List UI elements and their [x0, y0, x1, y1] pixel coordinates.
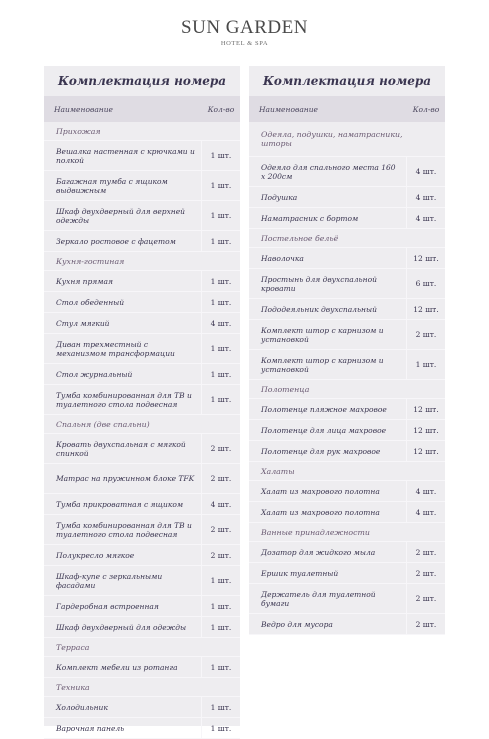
- item-quantity: 1 шт.: [201, 141, 240, 170]
- table-row: [44, 566, 240, 596]
- item-quantity: 12 шт.: [406, 441, 445, 461]
- section-title: Халаты: [261, 466, 295, 476]
- column-name-header: Наименование: [54, 104, 114, 114]
- table-row: [249, 187, 445, 208]
- table-row: [249, 350, 445, 380]
- item-quantity: 1 шт.: [201, 566, 240, 595]
- item-quantity: 2 шт.: [406, 320, 445, 349]
- section-title: Прихожая: [56, 126, 101, 136]
- item-quantity: 1 шт.: [201, 697, 240, 717]
- column-name-header: Наименование: [259, 104, 319, 114]
- section-title: Постельное бельё: [261, 233, 339, 243]
- table-row: [44, 515, 240, 545]
- item-name: Стул мягкий: [56, 318, 110, 328]
- section-title: Полотенца: [261, 384, 310, 394]
- item-quantity: 1 шт.: [406, 350, 445, 379]
- logo-name: SUN GARDEN: [181, 17, 308, 38]
- item-name: Полукресло мягкое: [56, 550, 135, 560]
- section-header: [44, 415, 240, 434]
- table-row: [249, 614, 445, 635]
- item-quantity: 1 шт.: [201, 334, 240, 363]
- table-row: [44, 718, 240, 739]
- table-row: [44, 364, 240, 385]
- item-name: Полотенце для рук махровое: [261, 446, 381, 456]
- item-name: Пододеяльник двухспальный: [261, 304, 377, 314]
- item-quantity: 1 шт.: [201, 201, 240, 230]
- section-title: Одеяла, подушки, наматрасники, шторы: [261, 130, 403, 148]
- section-header: [44, 678, 240, 697]
- item-name: Зеркало ростовое с фацетом: [56, 236, 176, 246]
- table-header: [249, 96, 445, 122]
- item-quantity: 1 шт.: [201, 231, 240, 251]
- table-row: [249, 584, 445, 614]
- item-quantity: 12 шт.: [406, 420, 445, 440]
- table-row: [44, 434, 240, 464]
- item-name: Диван трехместный с механизмом трансформации: [56, 339, 175, 358]
- item-name: Наматрасник с бортом: [261, 213, 359, 223]
- section-title: Ванные принадлежности: [261, 527, 370, 537]
- item-quantity: 2 шт.: [406, 614, 445, 634]
- item-quantity: 4 шт.: [201, 494, 240, 514]
- item-name: Халат из махрового полотна: [261, 507, 380, 517]
- table-row: [44, 545, 240, 566]
- table-row: [249, 563, 445, 584]
- item-quantity: 2 шт.: [201, 545, 240, 565]
- item-quantity: 12 шт.: [406, 248, 445, 268]
- table-row: [44, 385, 240, 415]
- item-quantity: 4 шт.: [406, 208, 445, 228]
- item-quantity: 1 шт.: [201, 292, 240, 312]
- table-row: [44, 657, 240, 678]
- item-name: Комплект мебели из ротанга: [56, 662, 178, 672]
- table-row: [44, 313, 240, 334]
- section-header: [249, 380, 445, 399]
- table-row: [44, 617, 240, 638]
- item-quantity: 4 шт.: [406, 187, 445, 207]
- table-row: [249, 441, 445, 462]
- table-row: [44, 201, 240, 231]
- table-row: [44, 231, 240, 252]
- item-name: Полотенце пляжное махровое: [261, 404, 387, 414]
- item-quantity: 1 шт.: [201, 385, 240, 414]
- item-quantity: 4 шт.: [406, 481, 445, 501]
- section-title: Спальня (две спальни): [56, 419, 150, 429]
- item-quantity: 1 шт.: [201, 617, 240, 637]
- item-name: Гардеробная встроенная: [56, 601, 159, 611]
- table-row: [44, 292, 240, 313]
- item-name: Тумба комбинированная для ТВ и туалетного стола подвесная: [56, 520, 192, 539]
- item-name: Комплект штор с карнизом и установкой: [261, 325, 384, 344]
- table-row: [249, 299, 445, 320]
- item-name: Стол обеденный: [56, 297, 125, 307]
- table-row: [249, 399, 445, 420]
- table-title: Комплектация номера: [262, 74, 432, 88]
- item-name: Наволочка: [261, 253, 304, 263]
- table-row: [44, 334, 240, 364]
- equipment-table-right: [249, 66, 445, 634]
- section-header: [249, 122, 445, 157]
- table-title: Комплектация номера: [57, 74, 227, 88]
- item-name: Вешалка настенная с крючками и полкой: [56, 146, 195, 165]
- item-quantity: 1 шт.: [201, 596, 240, 616]
- item-name: Холодильник: [56, 702, 108, 712]
- section-title: Терраса: [56, 642, 90, 652]
- table-row: [249, 481, 445, 502]
- item-name: Подушка: [261, 192, 298, 202]
- item-name: Кухня прямая: [56, 276, 113, 286]
- table-row: [249, 157, 445, 187]
- equipment-table-left: [44, 66, 240, 733]
- table-row: [249, 420, 445, 441]
- item-name: Комплект штор с карнизом и установкой: [261, 355, 384, 374]
- item-quantity: 4 шт.: [406, 157, 445, 186]
- column-qty-header: Кол-во: [207, 104, 235, 114]
- item-quantity: 2 шт.: [201, 434, 240, 463]
- item-name: Ершик туалетный: [261, 568, 339, 578]
- section-header: [249, 462, 445, 481]
- table-body: [44, 122, 240, 739]
- item-quantity: 2 шт.: [406, 563, 445, 583]
- item-quantity: 1 шт.: [201, 171, 240, 200]
- section-header: [44, 122, 240, 141]
- table-row: [249, 320, 445, 350]
- item-quantity: 12 шт.: [406, 299, 445, 319]
- table-row: [249, 208, 445, 229]
- item-name: Тумба прикроватная с ящиком: [56, 499, 184, 509]
- item-name: Кровать двухспальная с мягкой спинкой: [56, 439, 186, 458]
- item-name: Стол журнальный: [56, 369, 133, 379]
- section-header: [44, 638, 240, 657]
- item-name: Простынь для двухспальной кровати: [261, 274, 377, 293]
- table-row: [44, 141, 240, 171]
- item-quantity: 4 шт.: [406, 502, 445, 522]
- section-header: [249, 523, 445, 542]
- item-name: Халат из махрового полотна: [261, 486, 380, 496]
- table-row: [249, 502, 445, 523]
- table-body: [249, 122, 445, 635]
- item-name: Держатель для туалетной бумаги: [261, 589, 376, 608]
- section-title: Техника: [56, 682, 90, 692]
- table-row: [44, 171, 240, 201]
- item-name: Полотенце для лица махровое: [261, 425, 387, 435]
- item-quantity: 2 шт.: [201, 464, 240, 493]
- item-name: Шкаф двухдверный для одежды: [56, 622, 187, 632]
- logo-subtitle: HOTEL & SPA: [220, 40, 269, 47]
- table-row: [44, 494, 240, 515]
- item-name: Шкаф двухдверный для верхней одежды: [56, 206, 186, 225]
- item-quantity: 2 шт.: [201, 515, 240, 544]
- table-row: [249, 542, 445, 563]
- table-row: [249, 248, 445, 269]
- table-row: [44, 596, 240, 617]
- column-qty-header: Кол-во: [412, 104, 440, 114]
- item-name: Ведро для мусора: [261, 619, 333, 629]
- item-quantity: 2 шт.: [406, 584, 445, 613]
- hotel-logo: [0, 18, 489, 47]
- item-name: Одеяло для спального места 160 х 200см: [261, 162, 396, 181]
- item-name: Варочная панель: [56, 723, 125, 733]
- table-row: [249, 269, 445, 299]
- item-quantity: 1 шт.: [201, 657, 240, 677]
- item-quantity: 12 шт.: [406, 399, 445, 419]
- item-name: Багажная тумба с ящиком выдвижным: [56, 176, 168, 195]
- item-name: Дозатор для жидкого мыла: [261, 547, 376, 557]
- item-quantity: 1 шт.: [201, 271, 240, 291]
- item-name: Тумба комбинированная для ТВ и туалетного стола подвесная: [56, 390, 192, 409]
- table-row: [44, 271, 240, 292]
- item-quantity: 2 шт.: [406, 542, 445, 562]
- section-title: Кухня-гостиная: [56, 256, 125, 266]
- item-quantity: 4 шт.: [201, 313, 240, 333]
- table-row: [44, 697, 240, 718]
- table-header: [44, 96, 240, 122]
- item-quantity: 6 шт.: [406, 269, 445, 298]
- item-quantity: 1 шт.: [201, 718, 240, 738]
- table-row: [44, 464, 240, 494]
- section-header: [249, 229, 445, 248]
- item-quantity: 1 шт.: [201, 364, 240, 384]
- item-name: Матрас на пружинном блоке TFK: [56, 474, 195, 483]
- item-name: Шкаф-купе с зеркальными фасадами: [56, 571, 163, 590]
- section-header: [44, 252, 240, 271]
